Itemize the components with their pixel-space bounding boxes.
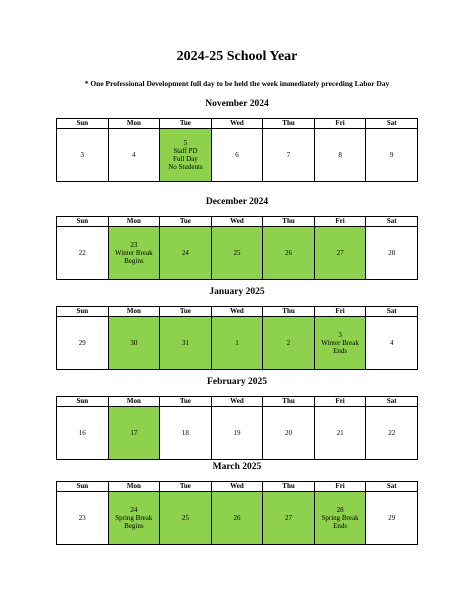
day-note: Ends bbox=[333, 522, 348, 530]
day-number: 17 bbox=[130, 429, 138, 437]
pd-note: * One Professional Development full day to be held the week immediately preceding Labor Day bbox=[84, 79, 390, 88]
weekday-header: Tue bbox=[160, 119, 212, 129]
day-number: 7 bbox=[286, 151, 291, 159]
day-cell bbox=[108, 317, 160, 370]
weekday-header: Fri bbox=[314, 119, 366, 129]
month-block bbox=[56, 461, 418, 545]
week-row bbox=[57, 227, 418, 280]
week-table bbox=[56, 396, 418, 460]
day-note: No Students bbox=[168, 163, 203, 171]
day-number: 24 bbox=[130, 506, 138, 514]
day-cell bbox=[263, 317, 315, 370]
day-cell bbox=[211, 317, 263, 370]
week-row bbox=[57, 317, 418, 370]
weekday-header: Thu bbox=[263, 482, 315, 492]
day-cell bbox=[160, 317, 212, 370]
day-number: 29 bbox=[78, 339, 86, 347]
month-title: February 2025 bbox=[207, 377, 267, 387]
month-block bbox=[56, 286, 418, 370]
day-number: 25 bbox=[233, 249, 241, 257]
day-note: Spring Break bbox=[321, 514, 359, 522]
day-cell bbox=[263, 129, 315, 182]
day-cell bbox=[57, 317, 109, 370]
day-cell bbox=[314, 129, 366, 182]
weekday-header: Sat bbox=[366, 482, 418, 492]
weekday-header: Sat bbox=[366, 119, 418, 129]
day-number: 26 bbox=[285, 249, 293, 257]
weekday-header-row bbox=[57, 217, 418, 227]
day-number: 4 bbox=[389, 339, 394, 347]
weekday-header: Sun bbox=[57, 482, 109, 492]
day-cell bbox=[314, 407, 366, 460]
day-number: 21 bbox=[336, 429, 344, 437]
weekday-header: Mon bbox=[108, 119, 160, 129]
day-cell bbox=[211, 129, 263, 182]
weekday-header: Sun bbox=[57, 119, 109, 129]
month-title: March 2025 bbox=[212, 462, 262, 472]
weekday-header: Sun bbox=[57, 397, 109, 407]
weekday-header: Tue bbox=[160, 397, 212, 407]
month-block bbox=[56, 98, 418, 182]
weekday-header: Wed bbox=[211, 119, 263, 129]
day-cell bbox=[314, 492, 366, 545]
week-table bbox=[56, 481, 418, 545]
weekday-header: Wed bbox=[211, 307, 263, 317]
month-title: December 2024 bbox=[205, 197, 269, 207]
day-number: 4 bbox=[132, 151, 136, 159]
weekday-header: Sun bbox=[57, 217, 109, 227]
weekday-header: Mon bbox=[108, 307, 160, 317]
day-note: Ends bbox=[333, 347, 348, 355]
day-cell bbox=[211, 227, 263, 280]
weekday-header: Mon bbox=[108, 482, 160, 492]
day-cell bbox=[108, 227, 160, 280]
day-number: 20 bbox=[285, 429, 293, 437]
day-number: 27 bbox=[285, 514, 293, 522]
weekday-header: Sat bbox=[366, 217, 418, 227]
day-cell bbox=[366, 317, 418, 370]
day-cell bbox=[366, 129, 418, 182]
weekday-header-row bbox=[57, 397, 418, 407]
day-cell bbox=[108, 407, 160, 460]
day-number: 24 bbox=[181, 249, 189, 257]
day-number: 23 bbox=[130, 241, 138, 249]
day-note: Winter Break bbox=[115, 249, 153, 257]
day-cell bbox=[160, 227, 212, 280]
week-row bbox=[57, 129, 418, 182]
weekday-header: Thu bbox=[263, 397, 315, 407]
day-number: 1 bbox=[235, 339, 239, 347]
day-cell bbox=[263, 407, 315, 460]
day-cell bbox=[366, 227, 418, 280]
week-table bbox=[56, 216, 418, 280]
day-cell bbox=[57, 129, 109, 182]
day-note: Begins bbox=[124, 522, 144, 530]
day-cell bbox=[160, 407, 212, 460]
day-number: 3 bbox=[80, 151, 85, 159]
day-number: 19 bbox=[233, 429, 241, 437]
day-note: Staff PD bbox=[173, 147, 198, 155]
day-cell bbox=[108, 129, 160, 182]
day-number: 5 bbox=[183, 139, 188, 147]
weekday-header: Thu bbox=[263, 119, 315, 129]
day-number: 9 bbox=[389, 151, 394, 159]
day-number: 22 bbox=[78, 249, 86, 257]
weekday-header-row bbox=[57, 119, 418, 129]
day-number: 25 bbox=[181, 514, 189, 522]
day-cell bbox=[366, 407, 418, 460]
day-cell bbox=[211, 492, 263, 545]
weekday-header: Wed bbox=[211, 482, 263, 492]
day-number: 28 bbox=[336, 506, 344, 514]
month-title: January 2025 bbox=[209, 287, 265, 297]
weekday-header: Fri bbox=[314, 482, 366, 492]
day-number: 29 bbox=[388, 514, 396, 522]
weekday-header: Tue bbox=[160, 307, 212, 317]
weekday-header: Wed bbox=[211, 217, 263, 227]
day-number: 28 bbox=[388, 249, 396, 257]
day-note: Full Day bbox=[173, 155, 198, 163]
day-number: 8 bbox=[338, 151, 342, 159]
day-cell bbox=[314, 317, 366, 370]
day-cell bbox=[57, 407, 109, 460]
month-block bbox=[56, 376, 418, 460]
weekday-header: Mon bbox=[108, 217, 160, 227]
day-cell bbox=[263, 492, 315, 545]
weekday-header: Fri bbox=[314, 217, 366, 227]
weekday-header: Sat bbox=[366, 397, 418, 407]
weekday-header: Tue bbox=[160, 482, 212, 492]
day-number: 16 bbox=[78, 429, 86, 437]
day-note: Spring Break bbox=[115, 514, 153, 522]
day-number: 6 bbox=[235, 151, 239, 159]
week-table bbox=[56, 118, 418, 182]
day-note: Winter Break bbox=[321, 339, 359, 347]
day-number: 3 bbox=[338, 331, 342, 339]
week-row bbox=[57, 492, 418, 545]
weekday-header: Tue bbox=[160, 217, 212, 227]
day-cell bbox=[160, 492, 212, 545]
day-number: 26 bbox=[233, 514, 241, 522]
weekday-header: Mon bbox=[108, 397, 160, 407]
weekday-header: Wed bbox=[211, 397, 263, 407]
weekday-header-row bbox=[57, 482, 418, 492]
weekday-header: Sun bbox=[57, 307, 109, 317]
month-title: November 2024 bbox=[205, 99, 269, 109]
day-number: 23 bbox=[78, 514, 86, 522]
day-number: 27 bbox=[336, 249, 344, 257]
day-cell bbox=[263, 227, 315, 280]
day-cell bbox=[108, 492, 160, 545]
weekday-header: Fri bbox=[314, 397, 366, 407]
day-note: Begins bbox=[124, 257, 144, 265]
day-number: 18 bbox=[181, 429, 189, 437]
weekday-header: Sat bbox=[366, 307, 418, 317]
week-row bbox=[57, 407, 418, 460]
weekday-header: Thu bbox=[263, 307, 315, 317]
month-block bbox=[56, 196, 418, 280]
page-title: 2024-25 School Year bbox=[176, 49, 298, 64]
day-cell bbox=[366, 492, 418, 545]
weekday-header: Thu bbox=[263, 217, 315, 227]
day-cell bbox=[57, 227, 109, 280]
week-table bbox=[56, 306, 418, 370]
day-number: 22 bbox=[388, 429, 396, 437]
day-cell bbox=[160, 129, 212, 182]
day-cell bbox=[211, 407, 263, 460]
weekday-header: Fri bbox=[314, 307, 366, 317]
day-number: 30 bbox=[130, 339, 138, 347]
day-number: 31 bbox=[181, 339, 189, 347]
weekday-header-row bbox=[57, 307, 418, 317]
day-number: 2 bbox=[286, 339, 291, 347]
day-cell bbox=[314, 227, 366, 280]
day-cell bbox=[57, 492, 109, 545]
